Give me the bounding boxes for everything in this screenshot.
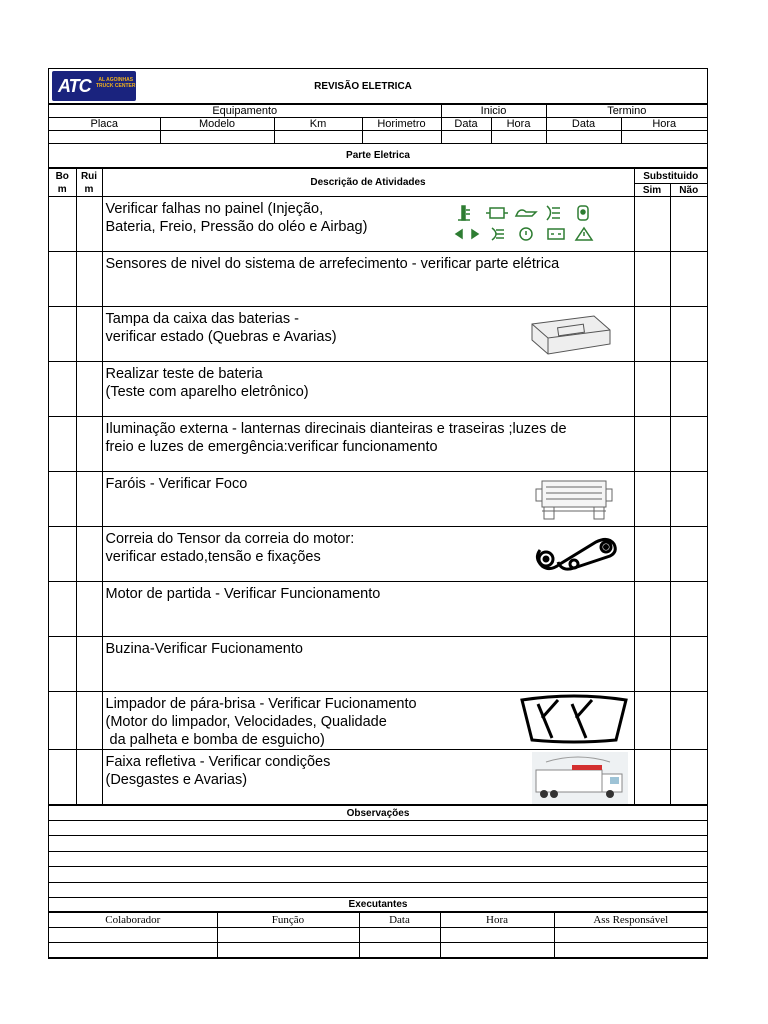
sim-checkbox[interactable] bbox=[634, 472, 670, 527]
funcao-field[interactable] bbox=[217, 943, 359, 958]
placa-field[interactable] bbox=[49, 131, 160, 144]
ass-field[interactable] bbox=[554, 928, 707, 943]
sim-checkbox[interactable] bbox=[634, 692, 670, 750]
bom-checkbox[interactable] bbox=[49, 637, 76, 692]
form-title: REVISÃO ELETRICA bbox=[139, 69, 587, 104]
inicio-data-field[interactable] bbox=[441, 131, 491, 144]
termino-data-field[interactable] bbox=[546, 131, 621, 144]
colaborador-field[interactable] bbox=[49, 928, 217, 943]
activity-row bbox=[49, 750, 707, 805]
horimetro-field[interactable] bbox=[362, 131, 441, 144]
bom-checkbox[interactable] bbox=[49, 582, 76, 637]
activity-description bbox=[102, 197, 634, 252]
atc-logo bbox=[52, 71, 136, 101]
km-label: Km bbox=[274, 118, 362, 131]
inspection-form bbox=[48, 68, 708, 959]
ass-responsavel-header: Ass Responsável bbox=[554, 913, 707, 928]
ruim-checkbox[interactable] bbox=[76, 527, 102, 582]
windshield-wiper-icon bbox=[518, 694, 630, 750]
battery-box-icon bbox=[524, 310, 614, 362]
nao-checkbox[interactable] bbox=[670, 527, 707, 582]
nao-checkbox[interactable] bbox=[670, 362, 707, 417]
activity-text: (Desgastes e Avarias) bbox=[105, 772, 248, 788]
activity-row bbox=[49, 197, 707, 252]
modelo-field[interactable] bbox=[160, 131, 274, 144]
inicio-hora-field[interactable] bbox=[491, 131, 546, 144]
nao-checkbox[interactable] bbox=[670, 417, 707, 472]
logo-cell bbox=[49, 69, 139, 104]
logo-subtext: AL AGOINHAS TRUCK CENTER bbox=[96, 77, 136, 89]
modelo-label: Modelo bbox=[160, 118, 274, 131]
header-table bbox=[49, 69, 707, 104]
activity-text: verificar estado (Quebras e Avarias) bbox=[105, 329, 337, 345]
termino-hora-field[interactable] bbox=[621, 131, 707, 144]
activity-text: (Motor do limpador, Velocidades, Qualidade bbox=[105, 714, 387, 730]
sim-checkbox[interactable] bbox=[634, 637, 670, 692]
data-field[interactable] bbox=[359, 928, 440, 943]
executantes-table bbox=[49, 912, 707, 958]
parte-eletrica-heading: Parte Eletrica bbox=[49, 144, 707, 168]
termino-label: Termino bbox=[546, 105, 707, 118]
ass-field[interactable] bbox=[554, 943, 707, 958]
activity-row bbox=[49, 637, 707, 692]
ruim-checkbox[interactable] bbox=[76, 692, 102, 750]
nao-checkbox[interactable] bbox=[670, 692, 707, 750]
activity-text: Iluminação externa - lanternas direcinais dianteiras e traseiras ;luzes de bbox=[105, 421, 567, 437]
ruim-checkbox[interactable] bbox=[76, 417, 102, 472]
activity-description bbox=[102, 417, 634, 472]
funcao-field[interactable] bbox=[217, 928, 359, 943]
termino-data-label: Data bbox=[546, 118, 621, 131]
observacoes-table bbox=[49, 805, 707, 912]
bom-header: Bo m bbox=[49, 169, 76, 197]
executantes-heading: Executantes bbox=[49, 898, 707, 912]
activity-description bbox=[102, 582, 634, 637]
ruim-checkbox[interactable] bbox=[76, 197, 102, 252]
sim-checkbox[interactable] bbox=[634, 527, 670, 582]
truck-reflective-icon bbox=[532, 752, 628, 805]
activity-text: Faixa refletiva - Verificar condições bbox=[105, 754, 331, 770]
belt-pulley-icon bbox=[530, 532, 620, 582]
nao-checkbox[interactable] bbox=[670, 750, 707, 805]
activity-description bbox=[102, 252, 634, 307]
activity-text: Correia do Tensor da correia do motor: bbox=[105, 531, 355, 547]
activity-text: freio e luzes de emergência:verificar funcionamento bbox=[105, 439, 438, 455]
bom-checkbox[interactable] bbox=[49, 307, 76, 362]
activity-text: Buzina-Verificar Fucionamento bbox=[105, 641, 303, 657]
observacoes-line[interactable] bbox=[49, 883, 707, 898]
inicio-label: Inicio bbox=[441, 105, 546, 118]
equipamento-label: Equipamento bbox=[49, 105, 441, 118]
ruim-checkbox[interactable] bbox=[76, 750, 102, 805]
logo-text: ATC bbox=[58, 76, 91, 96]
sim-checkbox[interactable] bbox=[634, 307, 670, 362]
activity-row bbox=[49, 472, 707, 527]
activity-text: Motor de partida - Verificar Funcionamento bbox=[105, 586, 381, 602]
activity-text: Verificar falhas no painel (Injeção, bbox=[105, 201, 324, 217]
bom-checkbox[interactable] bbox=[49, 252, 76, 307]
inicio-hora-label: Hora bbox=[491, 118, 546, 131]
termino-hora-label: Hora bbox=[621, 118, 707, 131]
bom-checkbox[interactable] bbox=[49, 197, 76, 252]
colaborador-field[interactable] bbox=[49, 943, 217, 958]
activity-description bbox=[102, 692, 634, 750]
ruim-checkbox[interactable] bbox=[76, 362, 102, 417]
bom-checkbox[interactable] bbox=[49, 472, 76, 527]
activity-description bbox=[102, 362, 634, 417]
data-header: Data bbox=[359, 913, 440, 928]
nao-checkbox[interactable] bbox=[670, 307, 707, 362]
equipment-table bbox=[49, 104, 707, 168]
activity-description bbox=[102, 527, 634, 582]
sim-checkbox[interactable] bbox=[634, 582, 670, 637]
activity-description bbox=[102, 750, 634, 805]
km-field[interactable] bbox=[274, 131, 362, 144]
activity-row bbox=[49, 362, 707, 417]
funcao-header: Função bbox=[217, 913, 359, 928]
inicio-data-label: Data bbox=[441, 118, 491, 131]
ruim-checkbox[interactable] bbox=[76, 307, 102, 362]
nao-checkbox[interactable] bbox=[670, 582, 707, 637]
nao-checkbox[interactable] bbox=[670, 637, 707, 692]
activity-text: Faróis - Verificar Foco bbox=[105, 476, 248, 492]
hora-field[interactable] bbox=[440, 928, 554, 943]
nao-checkbox[interactable] bbox=[670, 252, 707, 307]
activity-row bbox=[49, 527, 707, 582]
truck-front-icon bbox=[534, 475, 614, 527]
activities-table bbox=[49, 168, 707, 805]
descricao-header: Descrição de Atividades bbox=[102, 169, 634, 197]
activity-text: Bateria, Freio, Pressão do oléo e Airbag) bbox=[105, 219, 368, 235]
dashboard-warning-icons bbox=[452, 200, 622, 252]
ruim-checkbox[interactable] bbox=[76, 637, 102, 692]
sim-checkbox[interactable] bbox=[634, 197, 670, 252]
data-field[interactable] bbox=[359, 943, 440, 958]
ruim-header: Rui m bbox=[76, 169, 102, 197]
activity-row bbox=[49, 307, 707, 362]
substituido-header: Substituido bbox=[634, 169, 707, 184]
sim-header: Sim bbox=[634, 184, 670, 197]
activity-description bbox=[102, 472, 634, 527]
hora-field[interactable] bbox=[440, 943, 554, 958]
ruim-checkbox[interactable] bbox=[76, 252, 102, 307]
bom-checkbox[interactable] bbox=[49, 362, 76, 417]
activity-description bbox=[102, 637, 634, 692]
observacoes-line[interactable] bbox=[49, 836, 707, 852]
observacoes-line[interactable] bbox=[49, 852, 707, 867]
activity-text: Tampa da caixa das baterias - bbox=[105, 311, 299, 327]
activity-text: Sensores de nivel do sistema de arrefecimento - verificar parte elétrica bbox=[105, 256, 560, 272]
nao-checkbox[interactable] bbox=[670, 472, 707, 527]
activity-row bbox=[49, 582, 707, 637]
placa-label: Placa bbox=[49, 118, 160, 131]
bom-checkbox[interactable] bbox=[49, 527, 76, 582]
activity-text: da palheta e bomba de esguicho) bbox=[105, 732, 325, 748]
activity-text: (Teste com aparelho eletrônico) bbox=[105, 384, 309, 400]
observacoes-line[interactable] bbox=[49, 867, 707, 883]
sim-checkbox[interactable] bbox=[634, 417, 670, 472]
sim-checkbox[interactable] bbox=[634, 362, 670, 417]
activity-text: Realizar teste de bateria bbox=[105, 366, 263, 382]
bom-checkbox[interactable] bbox=[49, 750, 76, 805]
nao-checkbox[interactable] bbox=[670, 197, 707, 252]
nao-header: Não bbox=[670, 184, 707, 197]
activity-text: Limpador de pára-brisa - Verificar Fucionamento bbox=[105, 696, 417, 712]
ruim-checkbox[interactable] bbox=[76, 472, 102, 527]
activity-text: verificar estado,tensão e fixações bbox=[105, 549, 321, 565]
horimetro-label: Horimetro bbox=[362, 118, 441, 131]
bom-checkbox[interactable] bbox=[49, 417, 76, 472]
sim-checkbox[interactable] bbox=[634, 252, 670, 307]
colaborador-header: Colaborador bbox=[49, 913, 217, 928]
bom-checkbox[interactable] bbox=[49, 692, 76, 750]
activity-row bbox=[49, 252, 707, 307]
sim-checkbox[interactable] bbox=[634, 750, 670, 805]
observacoes-heading: Observações bbox=[49, 806, 707, 821]
activity-description bbox=[102, 307, 634, 362]
ruim-checkbox[interactable] bbox=[76, 582, 102, 637]
hora-header: Hora bbox=[440, 913, 554, 928]
activity-row bbox=[49, 417, 707, 472]
activity-row bbox=[49, 692, 707, 750]
observacoes-line[interactable] bbox=[49, 821, 707, 836]
